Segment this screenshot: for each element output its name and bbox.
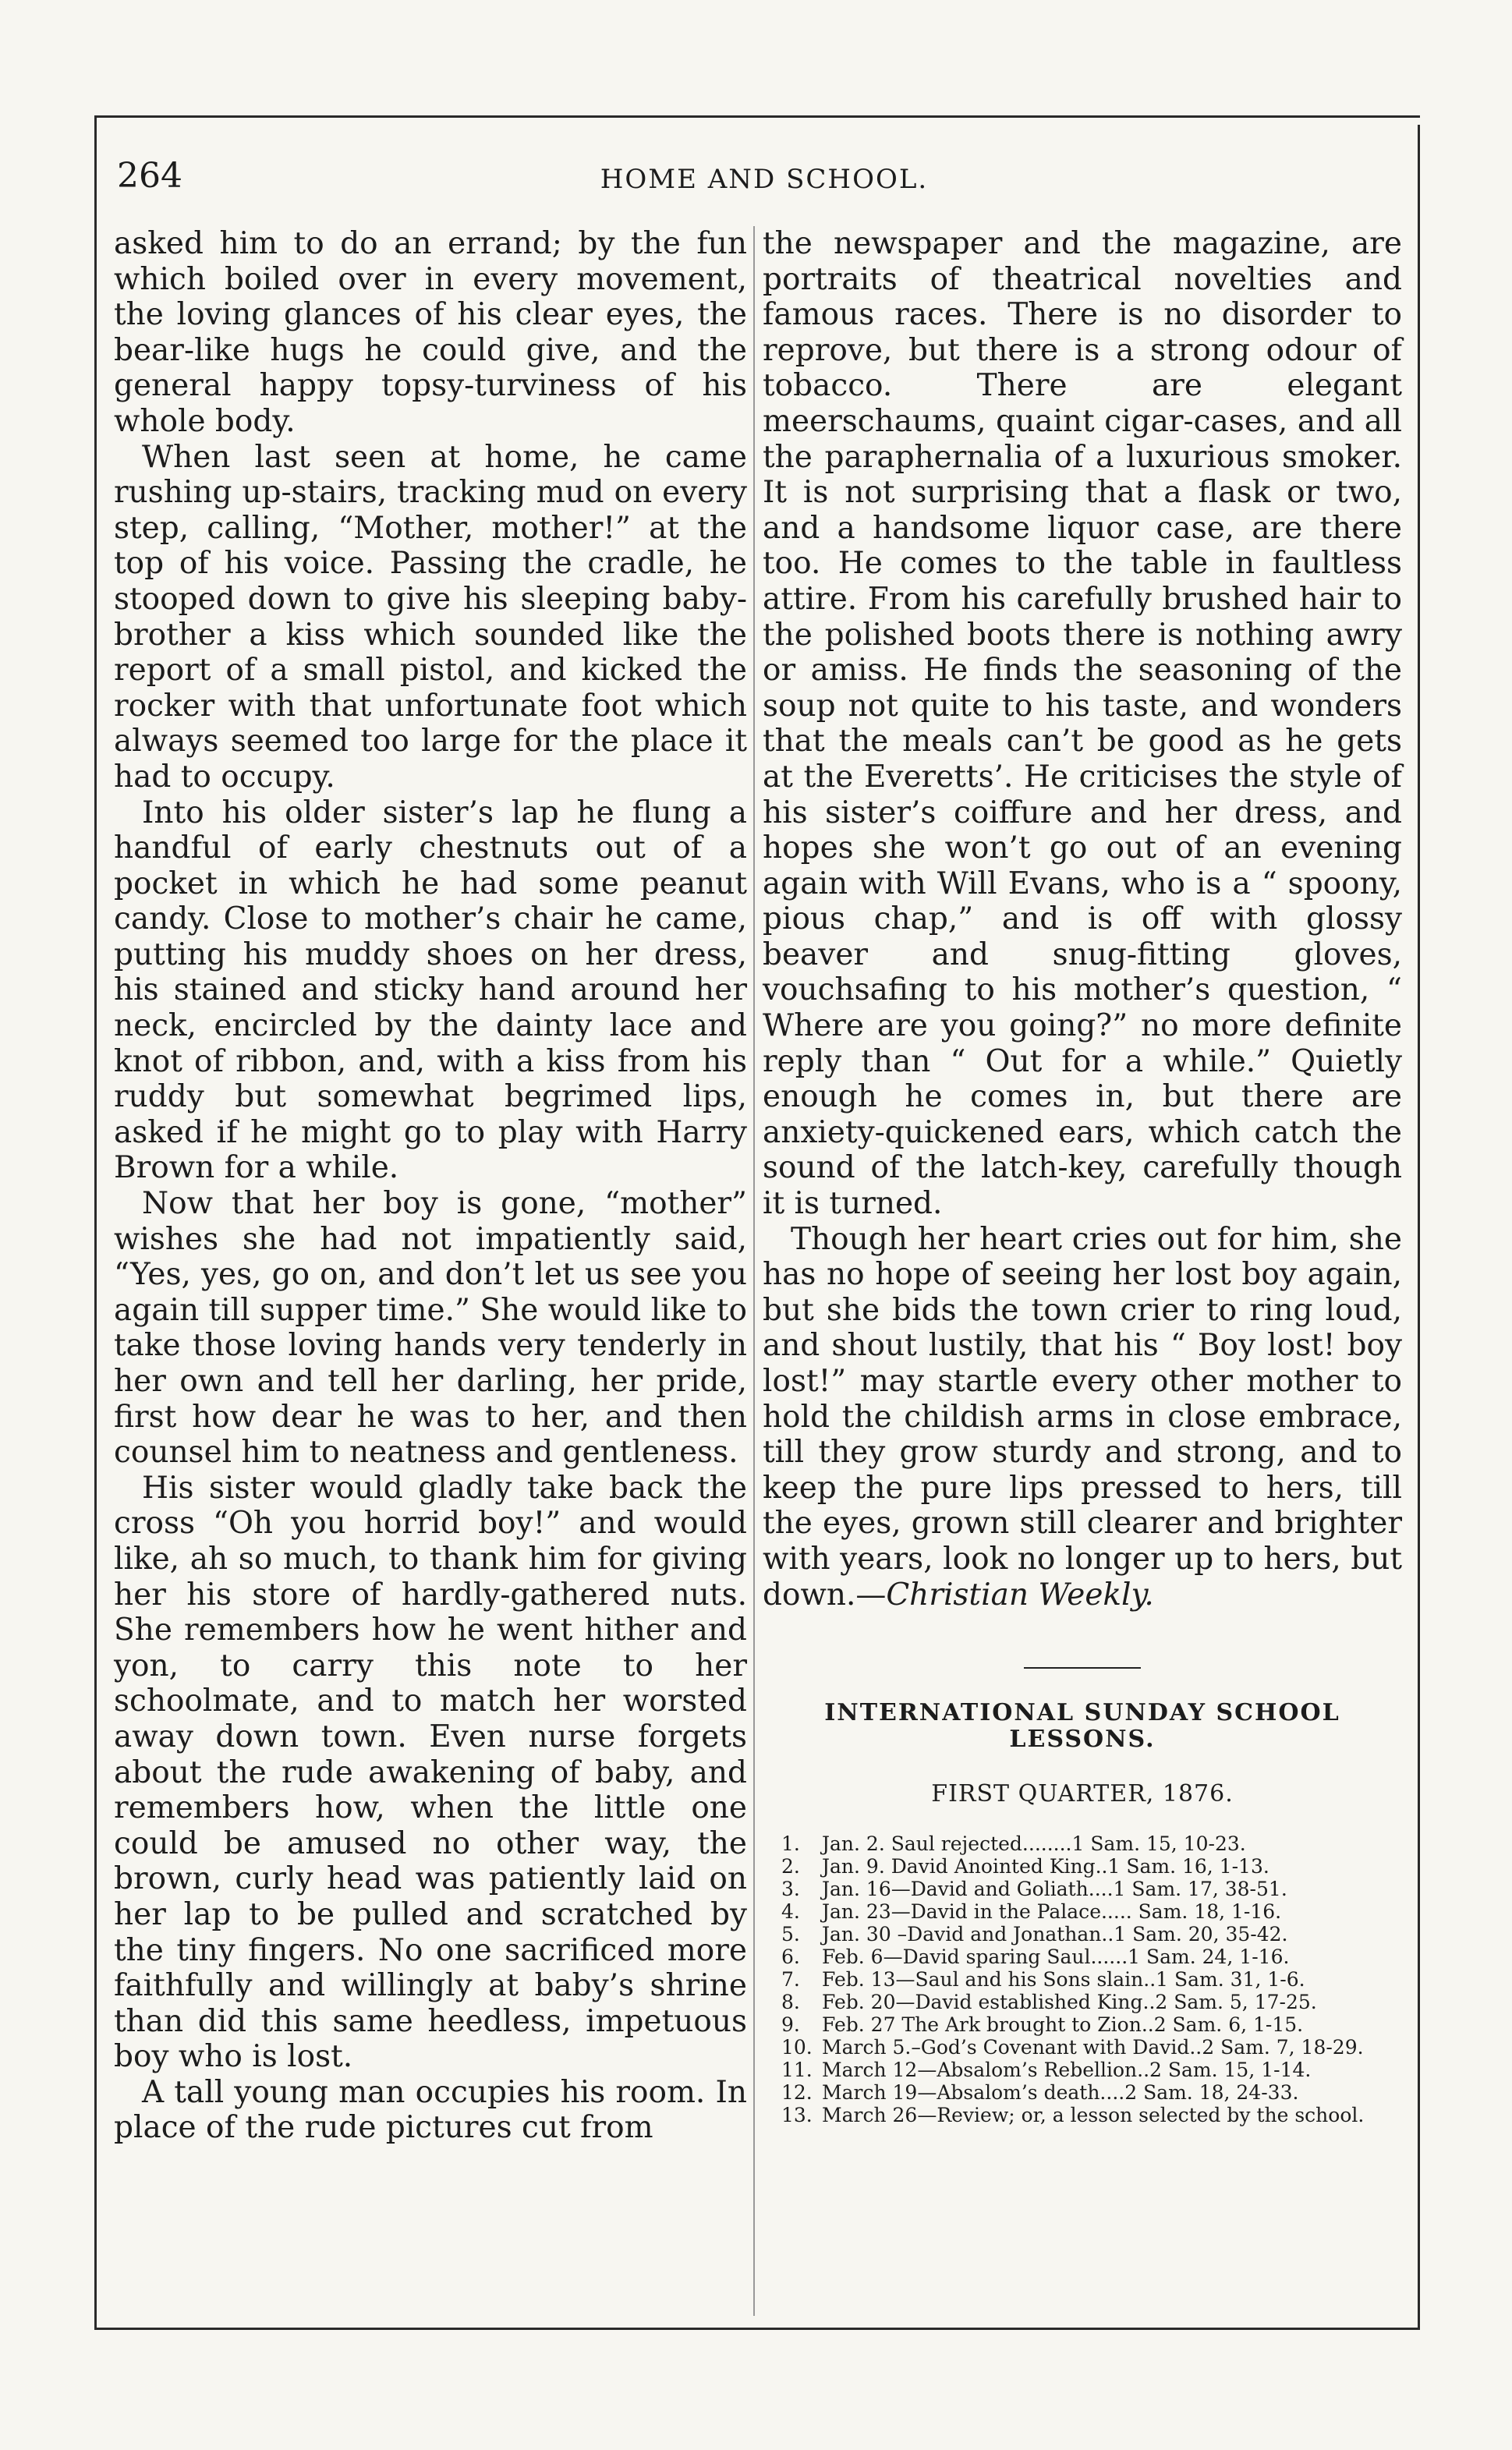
item-text: Feb. 13—Saul and his Sons slain..1 Sam. 31, 1-6. xyxy=(822,1967,1305,1991)
item-number: 6. xyxy=(781,1945,800,1968)
list-item xyxy=(781,2059,1402,2081)
list-item xyxy=(781,1991,1402,2013)
column-divider xyxy=(753,226,755,2316)
list-item xyxy=(781,2013,1402,2036)
list-item xyxy=(781,2036,1402,2059)
paragraph: A tall young man occupies his room. In place of the rude pictures cut from xyxy=(114,2074,747,2146)
item-number: 9. xyxy=(781,2013,800,2036)
top-rule xyxy=(94,115,1420,118)
item-number: 10. xyxy=(781,2035,813,2059)
page-header xyxy=(117,156,1411,211)
item-text: Feb. 20—David established King..2 Sam. 5, 17-25. xyxy=(822,1990,1317,2013)
running-title: HOME AND SCHOOL. xyxy=(600,164,929,195)
paragraph: Into his older sister’s lap he flung a handful of early chestnuts out of a pocket in which he had some peanut candy. Close to mother’s chair he came, putting his muddy shoes on her dress, his stained and sticky hand around her neck, encircled by the dainty lace and knot of ribbon, and, with a kiss from his ruddy but somewhat begrimed lips, asked if he might go to play with Harry Brown for a while. xyxy=(114,795,747,1186)
list-item xyxy=(781,2081,1402,2104)
item-number: 8. xyxy=(781,1990,800,2013)
list-item xyxy=(781,1945,1402,1968)
lessons-list xyxy=(763,1832,1402,2126)
list-item xyxy=(781,1855,1402,1878)
item-number: 5. xyxy=(781,1922,800,1945)
left-column xyxy=(114,226,747,2146)
paragraph: asked him to do an errand; by the fun which boiled over in every movement, the loving glances of his clear eyes, the bear-like hugs he could give, and the general happy topsy-turviness of his whole body. xyxy=(114,226,747,439)
item-number: 13. xyxy=(781,2103,813,2126)
item-number: 2. xyxy=(781,1854,800,1878)
list-item xyxy=(781,1900,1402,1923)
list-item xyxy=(781,2104,1402,2126)
lessons-subheading: FIRST QUARTER, 1876. xyxy=(931,1780,1234,1808)
item-text: Feb. 27 The Ark brought to Zion..2 Sam. 6, 1-15. xyxy=(822,2013,1304,2036)
list-item xyxy=(781,1832,1402,1855)
item-text: Jan. 9. David Anointed King..1 Sam. 16, 1-13. xyxy=(822,1854,1269,1878)
item-text: Jan. 2. Saul rejected........1 Sam. 15, 10-23. xyxy=(822,1832,1246,1855)
source-citation: Christian Weekly. xyxy=(886,1577,1154,1613)
paragraph: Now that her boy is gone, “mother” wishes she had not impatiently said, “Yes, yes, go on, and don’t let us see you again till supper time.” She would like to take those loving hands very tenderly in her own and tell her darling, her pride, first how dear he was to her, and then counsel him to neatness and gentleness. xyxy=(114,1186,747,1471)
item-number: 12. xyxy=(781,2080,813,2104)
paragraph-text: Though her heart cries out for him, she has no hope of seeing her lost boy again, but she bids the town crier to ring loud, and shout lustily, that his “ Boy lost! boy lost!” may startle every other mother to hold the childish arms in close embrace, till they grow sturdy and strong, and to keep the pure lips pressed to hers, till the eyes, grown still clearer and brighter with years, look no longer up to hers, but down.— xyxy=(763,1221,1402,1613)
item-text: Jan. 30 –David and Jonathan..1 Sam. 20, 35-42. xyxy=(822,1922,1288,1945)
list-item xyxy=(781,1923,1402,1945)
item-text: Jan. 16—David and Goliath....1 Sam. 17, 38-51. xyxy=(822,1877,1287,1900)
item-text: Jan. 23—David in the Palace..... Sam. 18, 1-16. xyxy=(822,1899,1282,1923)
paragraph: When last seen at home, he came rushing up-stairs, tracking mud on every step, calling, “Mother, mother!” at the top of his voice. Passing the cradle, he stooped down to give his sleeping baby-brother a kiss which sounded like the report of a small pistol, and kicked the rocker with that unfortunate foot which always seemed too large for the place it had to occupy. xyxy=(114,439,747,795)
item-text: March 12—Absalom’s Rebellion..2 Sam. 15, 1-14. xyxy=(822,2058,1312,2081)
page-number: 264 xyxy=(117,156,182,196)
item-text: March 26—Review; or, a lesson selected by the school. xyxy=(822,2103,1365,2126)
list-item xyxy=(781,1878,1402,1900)
item-number: 7. xyxy=(781,1967,800,1991)
item-text: March 5.–God’s Covenant with David..2 Sam. 7, 18-29. xyxy=(822,2035,1364,2059)
paragraph xyxy=(763,1222,1402,1613)
lessons-heading: INTERNATIONAL SUNDAY SCHOOL LESSONS. xyxy=(824,1699,1340,1754)
item-text: Feb. 6—David sparing Saul......1 Sam. 24, 1-16. xyxy=(822,1945,1290,1968)
item-text: March 19—Absalom’s death....2 Sam. 18, 24-33. xyxy=(822,2080,1299,2104)
item-number: 3. xyxy=(781,1877,800,1900)
section-divider xyxy=(1024,1667,1141,1669)
right-column xyxy=(763,226,1402,2126)
bottom-rule xyxy=(94,2328,1420,2330)
right-rule xyxy=(1418,125,1420,2330)
left-rule xyxy=(94,115,97,2330)
item-number: 1. xyxy=(781,1832,800,1855)
paragraph: His sister would gladly take back the cross “Oh you horrid boy!” and would like, ah so much, to thank him for giving her his store of hardly-gathered nuts. She remembers how he went hither and yon, to carry this note to her schoolmate, and to match her worsted away down town. Even nurse forgets about the rude awakening of baby, and remembers how, when the little one could be amused no other way, the brown, curly head was patiently laid on her lap to be pulled and scratched by the tiny fingers. No one sacrificed more faithfully and willingly at baby’s shrine than did this same heedless, impetuous boy who is lost. xyxy=(114,1470,747,2075)
list-item xyxy=(781,1968,1402,1991)
item-number: 4. xyxy=(781,1899,800,1923)
item-number: 11. xyxy=(781,2058,813,2081)
paragraph: the newspaper and the magazine, are portraits of theatrical novelties and famous races. There is no disorder to reprove, but there is a strong odour of tobacco. There are elegant meerschaums, quaint cigar-cases, and all the paraphernalia of a luxurious smoker. It is not surprising that a flask or two, and a handsome liquor case, are there too. He comes to the table in faultless attire. From his carefully brushed hair to the polished boots there is nothing awry or amiss. He finds the seasoning of the soup not quite to his taste, and wonders that the meals can’t be good as he gets at the Everetts’. He criticises the style of his sister’s coiffure and her dress, and hopes she won’t go out of an evening again with Will Evans, who is a “ spoony, pious chap,” and is off with glossy beaver and snug-fitting gloves, vouchsafing to his mother’s question, “ Where are you going?” no more definite reply than “ Out for a while.” Quietly enough he comes in, but there are anxiety-quickened ears, which catch the sound of the latch-key, carefully though it is turned. xyxy=(763,226,1402,1222)
